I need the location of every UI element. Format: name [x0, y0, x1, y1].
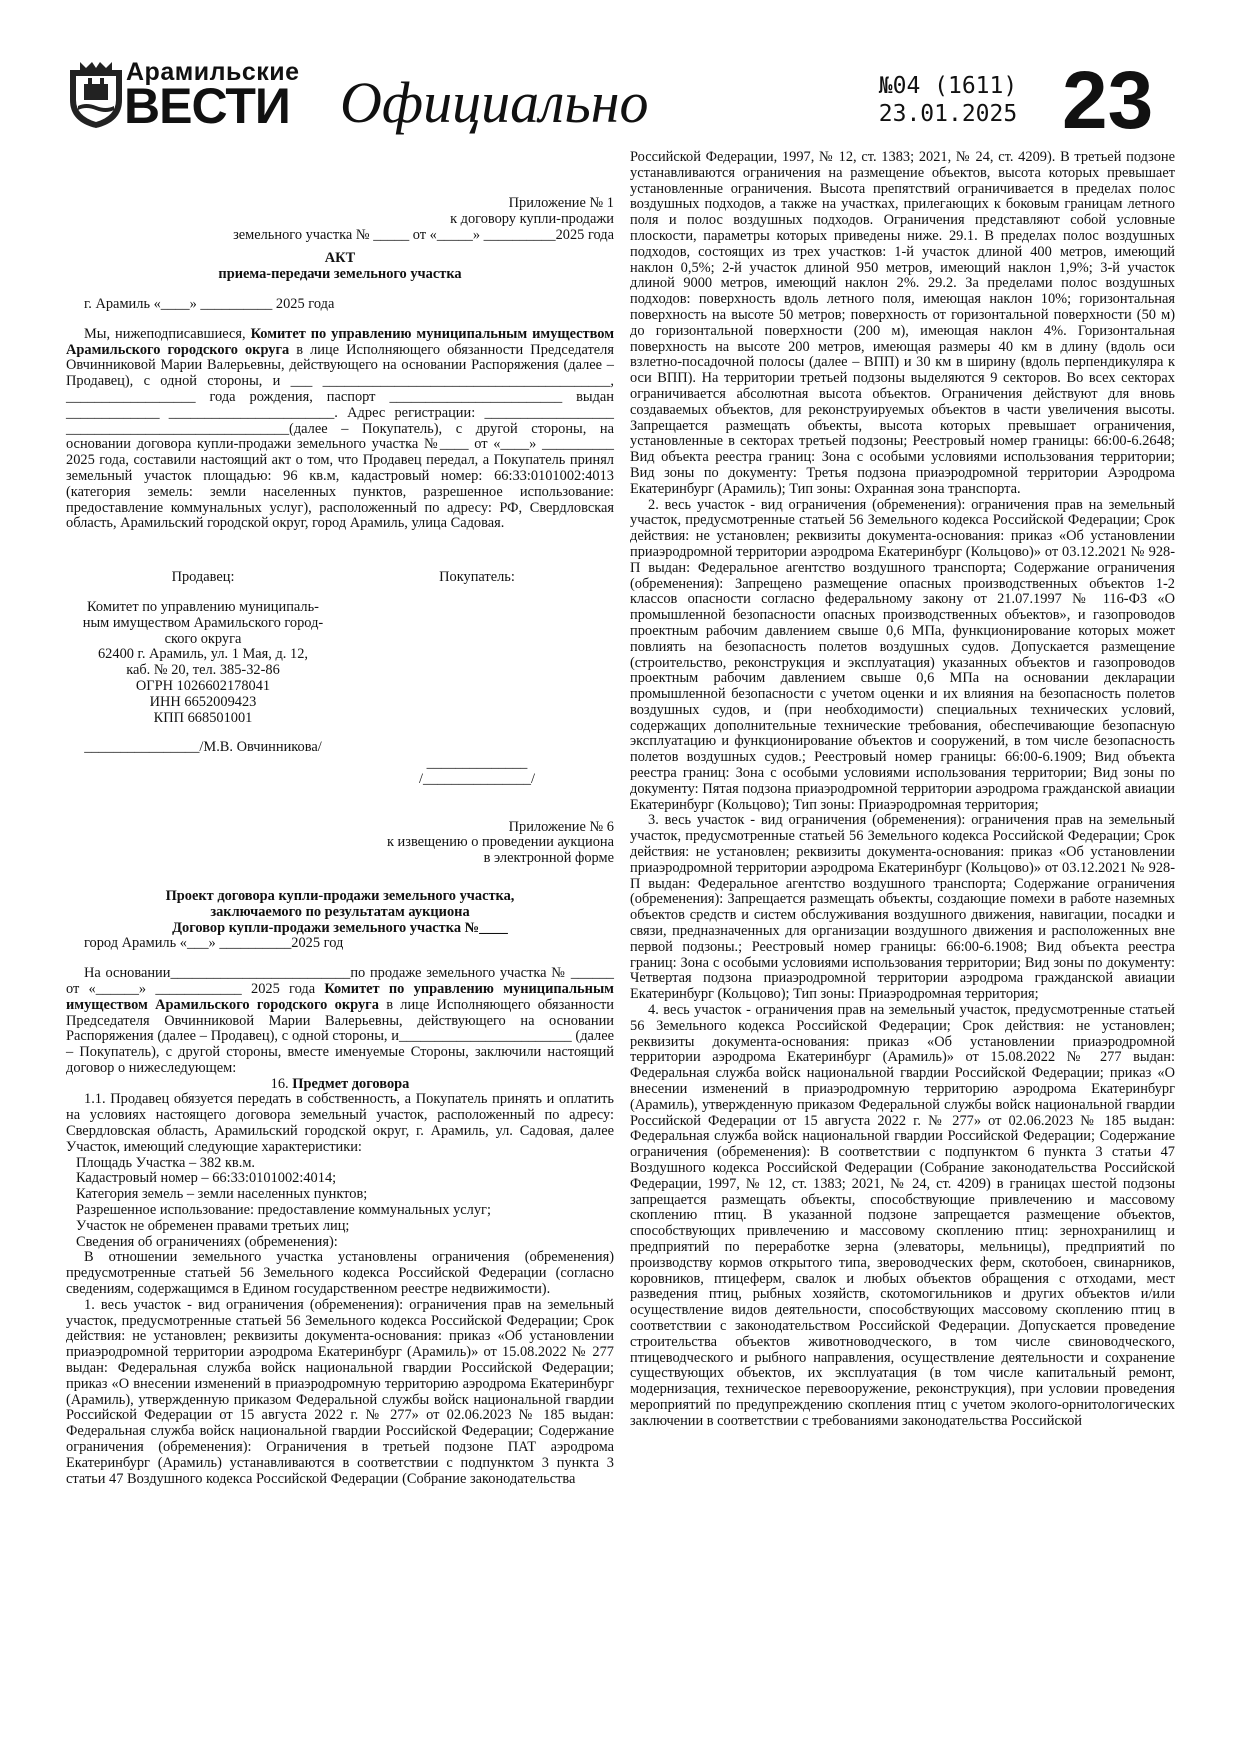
section-title: Официально: [340, 70, 649, 135]
list-item: Участок не обременен правами третьих лиц;: [76, 1217, 350, 1234]
appendix-line: к извещению о проведении аукциона: [386, 834, 614, 851]
text: На основании_________________________по продаже земельного участка № ______ от «______» ____________ 2025 года: [66, 965, 614, 997]
title-line: приема-передачи земельного участка: [218, 266, 462, 283]
seller-detail: Комитет по управлению муниципаль-: [87, 598, 319, 615]
seller-block: [66, 570, 340, 787]
seller-signature: ________________/М.В. Овчинникова/: [84, 739, 322, 756]
title-line: заключаемого по результатам аукциона: [210, 903, 470, 920]
characteristics-list: [66, 1156, 614, 1251]
issue-info: [873, 72, 1023, 128]
text: Мы, нижеподписавшиеся,: [84, 325, 251, 342]
restrictions-intro: В отношении земельного участка установлены ограничения (обременения) предусмотренные статьей 56 Земельного кодекса Российской Федерации (согласно сведениям, содержащимся в Едином государственном реестре недвижимости).: [66, 1249, 614, 1298]
masthead: [0, 0, 1241, 150]
seller-detail: ского округа: [164, 630, 242, 647]
bold-text: Комитет по управлению муниципальным имуществом Арамильского городского округа: [66, 980, 614, 1013]
restriction-2: 2. весь участок - вид ограничения (обременения): ограничения прав на земельный участок, предусмотренные статьей 56 Земельного кодекса Российской Федерации; Срок действия: не установлен; реквизиты документа-основания: приказ «Об установлении приаэродромной территории аэродрома Екатеринбург (Кольцово)» от 03.12.2021 № 928-П выдан: Федеральное агентство воздушного транспорта; Содержание ограничения (обременения): Запрещено размещение опасных производственных объектов 1-2 классов опасности согласно федеральному закону от 21.07.1997 № 116-ФЗ «О промышленной безопасности опасных производственных объектов», и газопроводов проектным рабочим давлением свыше 0,6 МПа, функционирование которых может повлиять на безопасность полетов воздушных судов. Допускается размещение (строительство, реконструкция и эксплуатация) указанных объектов и газопроводов проектным рабочим давлением свыше 0,6 МПа на основании декларации промышленной безопасности с учетом оценки и их влияния на безопасность полетов воздушных судов, и (при необходимости) специальных технических условий, содержащих дополнительные технические требования, обеспечивающие безопасную эксплуатацию и функционирование объектов и сооружений, в том числе безопасность полетов воздушных судов.; Реестровый номер границы: 66:00-6.1909; Вид объекта реестра границ: Зона с особыми условиями использования территории; Вид зоны по документу: Пятая подзона приаэродромной территории аэродрома гражданской авиации Екатеринбург (Кольцово); Тип зоны: Приаэродромная территория;: [630, 496, 1175, 813]
list-item: Кадастровый номер – 66:33:0101002:4014;: [76, 1170, 337, 1187]
seller-label: Продавец:: [171, 569, 235, 586]
page-number: 23: [1062, 55, 1154, 146]
list-item: Разрешенное использование: предоставление коммунальных услуг;: [76, 1202, 491, 1219]
text: в лице Исполняющего обязанности Председателя Овчинниковой Марии Валерьевны, действующего на основании Распоряжения (далее – Продавец), с одной стороны, и ___ ________________________________________, __________________ года рождения, паспорт ________________________ выдан _____________ _______________________. Адрес регистрации: __________________ _______________________________(далее – Покупатель), с другой стороны, на основании договора купли-продажи земельного участка №____ от «____» __________ 2025 года, составили настоящий акт о том, что Продавец передал, а Покупатель принял земельный участок площадью: 96 кв.м, кадастровый номер: 66:33:0101002:4013 (категория земель: земли населенных пунктов, разрешенное использование: предоставление коммунальных услуг), расположенный по адресу: РФ, Свердловская область, Арамильский городской округ, город Арамиль, улица Садовая.: [66, 341, 614, 532]
appendix-line: земельного участка № _____ от «_____» __________2025 года: [233, 226, 614, 243]
clause-1-1: 1.1. Продавец обязуется передать в собственность, а Покупатель принять и оплатить на условиях настоящего договора земельный участок, расположенный по адресу: Свердловская область, Арамильский городской округ, г. Арамиль, ул. Садовая, далее Участок, имеющий следующие характеристики:: [66, 1091, 614, 1155]
coat-of-arms-icon: [64, 60, 128, 130]
section-16-heading: [66, 1077, 614, 1093]
seller-detail: каб. № 20, тел. 385-32-86: [126, 662, 280, 679]
appendix-line: Приложение № 6: [508, 818, 614, 835]
title-line: АКТ: [324, 250, 356, 267]
seller-detail: ОГРН 1026602178041: [135, 677, 271, 694]
appendix-6-header: [66, 820, 614, 867]
seller-detail: ИНН 6652009423: [149, 693, 257, 710]
left-column: [66, 150, 614, 1487]
contract-place-date: город Арамиль «___» __________2025 год: [84, 935, 344, 952]
appendix-line: в электронной форме: [483, 850, 614, 867]
bold-text: Комитет по управлению муниципальным имуществом Арамильского городского округа: [66, 325, 614, 358]
title-line: Договор купли-продажи земельного участка №____: [172, 919, 508, 936]
restriction-4: 4. весь участок - ограничения прав на земельный участок, предусмотренные статьей 56 Земельного кодекса Российской Федерации; Срок действия: не установлен; реквизиты документа-основания: приказ «Об установлении приаэродромной территории аэродрома Екатеринбург (Арамиль)» от 15.08.2022 № 277 выдан: Федеральная служба войск национальной гвардии Российской Федерации; приказ «О внесении изменений в приаэродромную территорию аэродрома Екатеринбург (Арамиль), утвержденную приказом Федеральной службы войск национальной гвардии Российской Федерации от 15 августа 2022 г. № 277» от 02.06.2023 № 185 выдан: Федеральная служба войск национальной гвардии Российской Федерации; Содержание ограничения (обременения): В соответствии с подпунктом 6 пункта 3 статьи 47 Воздушного кодекса Российской Федерации (Собрание законодательства Российской Федерации, 1997, № 12, ст. 1383; 2021, № 24, ст. 4209) в границах шестой подзоны запрещается размещать объекты, способствующие привлечению и массовому скоплению птиц. В указанной подзоне запрещается размещение объектов, способствующих привлечению и массовому скоплению птиц: зернохранилищ и предприятий по переработке зерна (элеваторы, мельницы), предприятий по производству кормов открытого типа, звероводческих ферм, скотобоен, свинарников, коровников, птицеферм, свалок и любых объектов обращения с отходами, мест разведения птиц, рыбных хозяйств, скотомогильников и других объектов и/или осуществление видов деятельности, способствующих массовому скоплению птиц в соответствии с законодательством Российской Федерации. Допускается проведение строительства объектов животноводческого, в том числе свиноводческого, птицеводческого и рыбного направления, осуществление деятельности и сохранение существующих объектов, их эксплуатация (в том числе капитальный ремонт, модернизация, техническое перевооружение, реконструкция), при условии проведения мероприятий по предупреждению скопления птиц с учетом эколого-орнитологических заключении в соответствии с требованиями законодательства Российской: [630, 1002, 1175, 1429]
list-item: Площадь Участка – 382 кв.м.: [76, 1154, 256, 1171]
buyer-block: [340, 570, 614, 787]
appendix-line: к договору купли-продажи: [450, 210, 614, 227]
restriction-3: 3. весь участок - вид ограничения (обременения): ограничения прав на земельный участок, предусмотренные статьей 56 Земельного кодекса Российской Федерации; Срок действия: не установлен; реквизиты документа-основания: приказ «Об установлении приаэродромной территории аэродрома Екатеринбург (Кольцово)» от 03.12.2021 № 928-П выдан: Федеральное агентство воздушного транспорта; Содержание ограничения (обременения): Запрещается размещать объекты, создающие помехи в работе наземных объектов средств и систем обслуживания воздушного движения, навигации, посадки и связи, предназначенных для организации воздушного движения и расположенных вне первой подзоны.; Реестровый номер границы: 66:00-6.1908; Вид объекта реестра границ: Зона с особыми условиями использования территории; Вид зоны по документу: Четвертая подзона приаэродромной территории аэродрома гражданской авиации Екатеринбург (Кольцово); Тип зоны: Приаэродромная территория;: [630, 812, 1175, 1003]
list-item: Сведения об ограничениях (обременения):: [76, 1233, 338, 1250]
restriction-1-continued: Российской Федерации, 1997, № 12, ст. 1383; 2021, № 24, ст. 4209). В третьей подзоне устанавливаются ограничения на размещение объектов, высота которых превышает установленные ограничения. Высота препятствий ограничивается в пределах полос воздушных подходов, а также на участках, прилегающих к боковым границам летного поля и полос воздушных подходов. Ограничения представляют собой условные плоскости, параметры которых приведены ниже. 29.1. В пределах полос воздушных подходов, состоящих из трех участков: 1-й участок длиной 400 метров, имеющий наклон 0,5%; 2-й участок длиной 950 метров, имеющий наклон 1,9%; 3-й участок длиной 9000 метров, имеющий наклон 2%. 29.2. За пределами полос воздушных подходов: поверхность вдоль летного поля, имеющая наклон 10%; горизонтальная поверхность на высоте 50 метров; поверхность от горизонтальной поверхности (50 м) до горизонтальной поверхности (200 м), имеющая наклон 4%. Горизонтальная поверхность на высоте 200 метров, имеющая размеры 40 км в длину (вдоль оси взлетно-посадочной полосы (далее – ВПП) и 30 км в ширину (вдоль перпендикуляра к оси ВПП). На территории третьей подзоны выделяются 9 секторов. Во всех секторах ограничивается абсолютная высота объектов. Ограничения действуют для вновь создаваемых объектов, для реконструируемых объектов в части увеличения высоты. Запрещается размещать объекты, высота которых превышает ограничения, установленные в секторах третьей подзоны; Реестровый номер границы: 66:00-6.2648; Вид объекта реестра границ: Зона с особыми условиями использования территории; Вид зоны по документу: Третья подзона приаэродромной территории Аэродрома Екатеринбург (Арамиль); Тип зоны: Охранная зона транспорта.: [630, 149, 1175, 497]
text: в лице Исполняющего обязанности Председателя Овчинниковой Марии Валерьевны, действующего на основании Распоряжения (далее – Продавец), с одной стороны, и________________________ (далее – Покупатель), с другой стороны, вместе именуемые Стороны, заключили настоящий договор о нижеследующем:: [66, 996, 614, 1076]
restriction-1: 1. весь участок - вид ограничения (обременения): ограничения прав на земельный участок, предусмотренные статьей 56 Земельного кодекса Российской Федерации; Срок действия: не установлен; реквизиты документа-основания: приказ «Об установлении приаэродромной территории аэродрома Екатеринбург (Арамиль)» от 15.08.2022 № 277 выдан: Федеральная служба войск национальной гвардии Российской Федерации; приказ «О внесении изменений в приаэродромную территорию аэродрома Екатеринбург (Арамиль), утвержденную приказом Федеральной службы войск национальной гвардии Российской Федерации от 15 августа 2022 г. № 277» от 02.06.2023 № 185 выдан: Федеральная служба войск национальной гвардии Российской Федерации; Содержание ограничения (обременения): Ограничения в третьей подзоне ПАТ аэродрома Екатеринбург (Арамиль) устанавливаются в соответствии с подпунктом 3 пункта 3 статьи 47 Воздушного кодекса Российской Федерации (Собрание законодательства: [66, 1296, 614, 1487]
seller-detail: 62400 г. Арамиль, ул. 1 Мая, д. 12,: [97, 646, 308, 663]
appendix-1-header: [66, 196, 614, 243]
brand-top: Арамильские: [126, 58, 300, 86]
section-number: 16.: [270, 1075, 293, 1092]
seller-detail: КПП 668501001: [153, 709, 253, 726]
contract-title: [66, 889, 614, 936]
appendix-line: Приложение № 1: [508, 195, 614, 211]
act-title: [66, 251, 614, 283]
buyer-signature: ______________: [426, 754, 528, 771]
buyer-label: Покупатель:: [439, 569, 515, 586]
brand-main: ВЕСТИ: [124, 78, 290, 134]
act-body: [66, 327, 614, 532]
title-line: Проект договора купли-продажи земельного участка,: [165, 887, 515, 904]
act-place-date: г. Арамиль «____» __________ 2025 года: [84, 295, 335, 312]
issue-date: 23.01.2025: [878, 101, 1018, 127]
right-column: [630, 150, 1175, 1430]
signatures: [66, 570, 614, 787]
contract-intro: [66, 966, 614, 1077]
section-title: Предмет договора: [292, 1075, 410, 1092]
issue-number: №04 (1611): [878, 73, 1018, 99]
list-item: Категория земель – земли населенных пунктов;: [76, 1186, 368, 1203]
seller-detail: ным имуществом Арамильского город-: [82, 614, 324, 631]
buyer-signature: /_______________/: [419, 770, 535, 787]
